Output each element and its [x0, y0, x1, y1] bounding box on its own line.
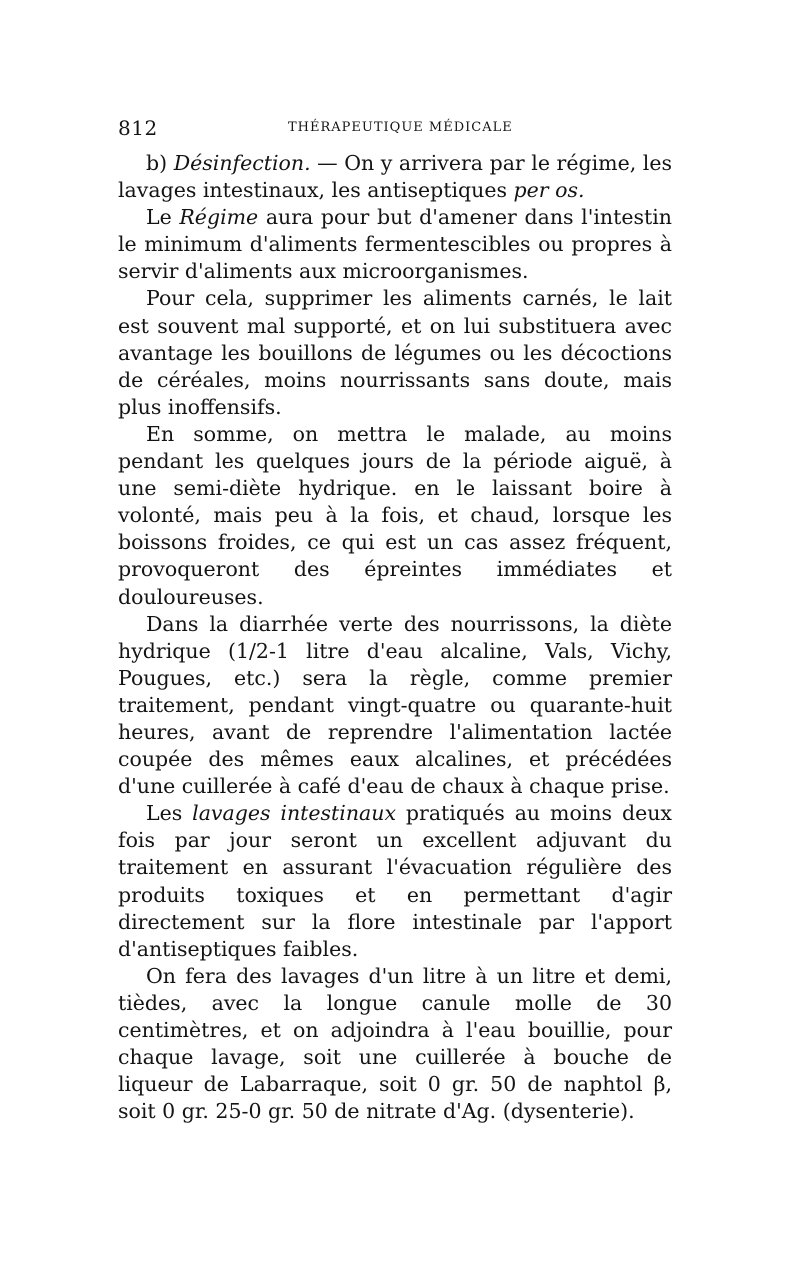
running-title: THÉRAPEUTIQUE MÉDICALE: [288, 120, 513, 135]
paragraph-regime: [118, 204, 672, 285]
section-heading-italic: Désinfection.: [173, 151, 311, 175]
paragraph-text: pratiqués au moins deux fois par jour seront un excellent adjuvant du traitement en assurant l'évacuation régulière des produits toxiques et en permettant d'agir directement sur la flore intestinale par l'apport d'antiseptiques faibles.: [118, 801, 672, 961]
paragraph-on-fera: On fera des lavages d'un litre à un litre et demi, tièdes, avec la longue canule molle de 30 centimètres, et on adjoindra à l'eau bouillie, pour chaque lavage, soit une cuillerée à bouche de liqueur de Labarraque, soit 0 gr. 50 de naphtol β, soit 0 gr. 25-0 gr. 50 de nitrate d'Ag. (dysenterie).: [118, 963, 672, 1124]
paragraph-desinfection: [118, 150, 672, 204]
italic-phrase: per os.: [513, 178, 585, 203]
paragraph-lead: Le: [146, 205, 180, 230]
page-number: 812: [118, 116, 158, 140]
italic-term: lavages intestinaux: [192, 801, 397, 826]
paragraph-diarrhee: Dans la diarrhée verte des nourrissons, la diète hydrique (1/2-1 litre d'eau alcaline, Vals, Vichy, Pougues, etc.) sera la règle, comme premier traitement, pendant vingt-quatre ou quarante-huit heures, avant de reprendre l'alimentation lactée coupée des mêmes eaux alcalines, et précédées d'une cuillerée à café d'eau de chaux à chaque prise.: [118, 611, 672, 799]
paragraph-text: aura pour but d'amener dans l'intestin le minimum d'aliments fermentescibles ou propres à servir d'aliments aux microorganismes.: [118, 205, 672, 284]
paragraph-lavages: [118, 800, 672, 963]
body-text: [118, 150, 672, 1125]
paragraph-pour-cela: Pour cela, supprimer les aliments carnés, le lait est souvent mal supporté, et on lui substituera avec avantage les bouillons de légumes ou les décoctions de céréales, moins nourrissants sans doute, mais plus inoffensifs.: [118, 286, 672, 419]
paragraph-text: — On y arrivera par le régime, les lavages intestinaux, les antiseptiques: [118, 151, 672, 203]
paragraph-en-somme: En somme, on mettra le malade, au moins pendant les quelques jours de la période aiguë, à une semi-diète hydrique. en le laissant boire à volonté, mais peu à la fois, et chaud, lorsque les boissons froides, ce qui est un cas assez fréquent, provoqueront des épreintes immédiates et douloureuses.: [118, 421, 672, 609]
paragraph-lead: b): [146, 151, 174, 175]
paragraph-lead: Les: [146, 801, 193, 826]
italic-term: Régime: [179, 205, 259, 230]
page-header: [118, 116, 678, 138]
